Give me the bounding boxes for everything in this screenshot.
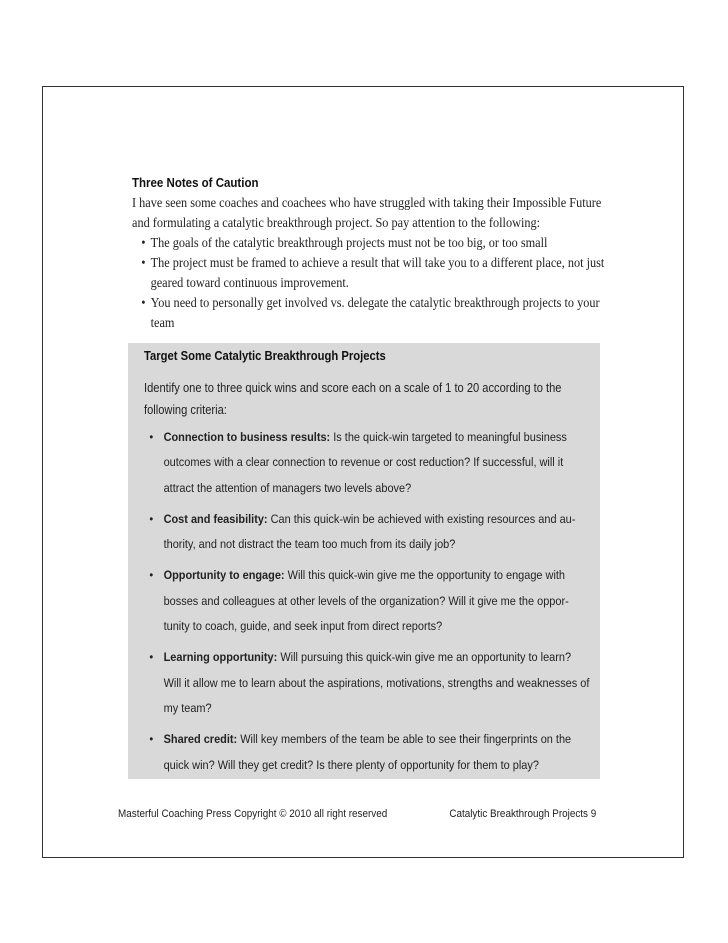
criteria-text: Will key members of the team be able to see their fingerprints on the quick win? Will they get credit? Is there plenty of opportunity for them to play? <box>163 732 572 772</box>
exercise-title: Target Some Catalytic Breakthrough Projects <box>144 349 386 363</box>
criteria-text: Can this quick-win be achieved with existing resources and au-thority, and not distract the team too much from its daily job? <box>163 511 576 552</box>
caution-heading: Three Notes of Caution <box>132 176 259 190</box>
criteria-label: Connection to business results: <box>163 430 331 444</box>
caution-intro: I have seen some coaches and coachees who have struggled with taking their Impossible Future and formulating a catalytic breakthrough project. So pay attention to the following: <box>132 195 602 230</box>
criteria-label: Shared credit: <box>163 732 238 747</box>
bullet-icon: • <box>141 255 146 270</box>
bullet-icon: • <box>141 235 146 250</box>
bullet-icon: • <box>149 568 154 583</box>
criteria-text: Is the quick-win targeted to meaningful business outcomes with a clear connection to revenue or cost reduction? If successful, will it attract the attention of managers two levels above? <box>163 430 567 495</box>
bullet-icon: • <box>141 295 146 310</box>
criteria-item <box>144 425 591 501</box>
criteria-text: Will this quick-win give me the opportunity to engage with bosses and colleagues at other levels of the organization? Will it give me the oppor-tunity to coach, guide, and seek input from direct reports? <box>163 568 569 634</box>
bullet-icon: • <box>149 430 154 444</box>
criteria-label: Opportunity to engage: <box>163 568 285 583</box>
criteria-item <box>144 727 591 778</box>
caution-item: • The project must be framed to achieve a result that will take you to a different place, not just geared toward continuous improvement. <box>141 255 605 290</box>
bullet-icon: • <box>149 650 154 665</box>
criteria-item <box>144 563 591 639</box>
criteria-list <box>144 425 590 784</box>
caution-list <box>132 233 605 333</box>
bullet-icon: • <box>149 511 154 526</box>
footer-page-number: Catalytic Breakthrough Projects 9 <box>449 808 596 820</box>
criteria-label: Learning opportunity: <box>163 650 278 665</box>
criteria-label: Cost and feasibility: <box>163 511 268 526</box>
footer-copyright: Masterful Coaching Press Copyright © 2010 all right reserved <box>118 808 388 820</box>
exercise-intro: Identify one to three quick wins and score each on a scale of 1 to 20 according to the following criteria: <box>144 381 562 417</box>
caution-item: • You need to personally get involved vs. delegate the catalytic breakthrough projects to your team <box>141 295 600 330</box>
criteria-item <box>144 507 591 558</box>
caution-item: • The goals of the catalytic breakthrough projects must not be too big, or too small <box>132 233 606 253</box>
criteria-item <box>144 645 591 721</box>
caution-section <box>132 193 605 333</box>
bullet-icon: • <box>149 732 154 747</box>
criteria-text: Will pursuing this quick-win give me an opportunity to learn? Will it allow me to learn about the aspirations, motivations, strengths and weaknesses of my team? <box>163 650 590 715</box>
